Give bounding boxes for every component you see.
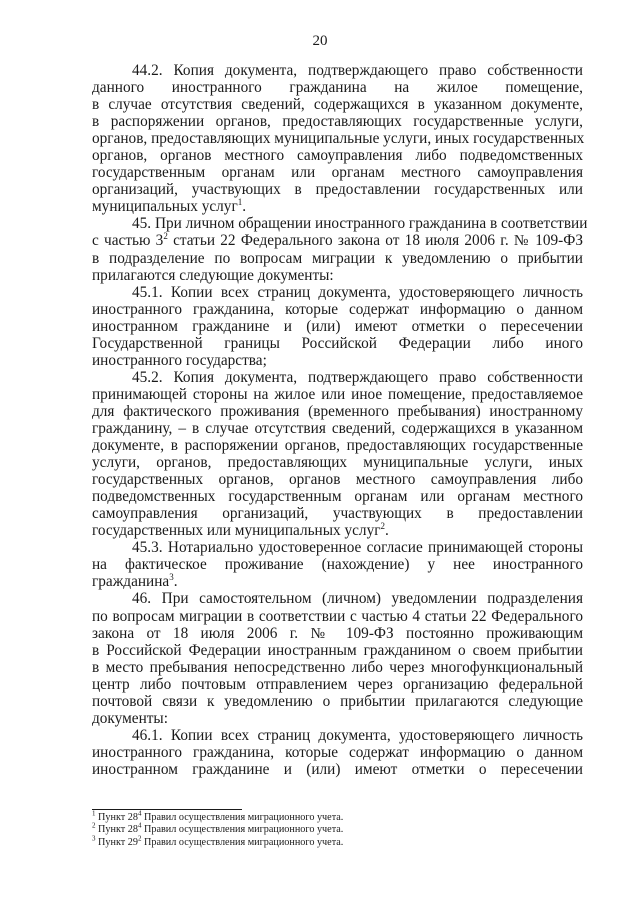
- text-run: 45. При личном обращении иностранного гражданина в соответствии: [132, 215, 588, 233]
- footnote-text: Правил осуществления миграционного учета.: [141, 836, 344, 848]
- text-line: [92, 761, 583, 778]
- text-line: [92, 573, 583, 590]
- paragraph: [92, 215, 588, 284]
- text-line: [92, 744, 583, 761]
- text-line: [92, 488, 583, 505]
- text-run: органов, предоставляющих муниципальные услуги, иных государственных: [92, 130, 585, 148]
- text-line: [92, 642, 583, 659]
- footnote: [92, 824, 512, 836]
- text-run: Государственной границы Российской Федерации либо иного: [92, 334, 583, 352]
- footnote-text: Пункт 29: [95, 836, 138, 848]
- text-line: [92, 659, 583, 676]
- text-run: центр либо почтовым отправлением через организацию федеральной: [92, 675, 583, 693]
- text-line: [92, 79, 583, 96]
- text-run: с частью 3: [92, 232, 164, 250]
- text-line: [92, 625, 583, 642]
- text-line: [92, 232, 583, 249]
- footnote-number: 1: [92, 809, 96, 818]
- superscript: 4: [137, 809, 142, 818]
- paragraph: [92, 369, 583, 539]
- footnotes: [92, 809, 512, 849]
- footnote-ref: 3: [169, 572, 174, 583]
- text-run: почтовой связи к уведомлению о прибытии прилагаются следующие: [92, 692, 583, 710]
- footnote-text: Пункт 28: [95, 812, 138, 823]
- text-run: закона от 18 июля 2006 г. № 109-ФЗ постоянно проживающим: [92, 624, 583, 642]
- text-line: [92, 113, 583, 130]
- text-line: [92, 335, 583, 352]
- text-run: 45.1. Копии всех страниц документа, удостоверяющего личность: [132, 283, 583, 301]
- punctuation: .: [385, 522, 389, 540]
- text-run: иностранного государства;: [92, 351, 267, 369]
- text-run: организаций, участвующих в предоставлении государственных или: [92, 181, 583, 199]
- text-run: в случае отсутствия сведений, содержащихся в указанном документе,: [92, 96, 583, 114]
- page-number: 20: [312, 33, 328, 49]
- text-line: [92, 215, 588, 233]
- text-line: [92, 539, 583, 556]
- text-run: муниципальных услуг: [92, 198, 238, 216]
- text-line: [92, 181, 583, 198]
- paragraph: [92, 590, 583, 726]
- text-run: в подразделение по вопросам миграции к уведомлению о прибытии: [92, 249, 583, 267]
- text-line: [92, 420, 583, 437]
- text-line: [92, 590, 583, 607]
- text-run: в место пребывания непосредственно либо через многофункциональный: [92, 658, 583, 676]
- text-run: для фактического проживания (временного пребывания) иностранному: [92, 402, 583, 420]
- text-line: [92, 676, 583, 693]
- footnote: [92, 809, 512, 824]
- superscript: 2: [163, 231, 168, 242]
- text-run: органов, органов местного самоуправления либо подведомственных: [92, 147, 583, 165]
- text-line: [92, 608, 583, 625]
- text-run: государственным органам или органам местного самоуправления: [92, 164, 583, 182]
- text-line: [92, 267, 583, 284]
- footnote-ref: 2: [380, 521, 385, 532]
- text-run: 45.3. Нотариально удостоверенное согласие принимающей стороны: [132, 539, 583, 557]
- body-text: [92, 62, 588, 778]
- text-run: по вопросам миграции в соответствии с частью 4 статьи 22 Федерального: [92, 607, 583, 625]
- text-run: прилагаются следующие документы:: [92, 266, 334, 284]
- text-line: [92, 522, 583, 539]
- text-line: [92, 96, 583, 113]
- text-line: [92, 318, 583, 335]
- text-line: [92, 198, 583, 215]
- text-line: [92, 369, 583, 386]
- text-run: гражданина: [92, 573, 170, 591]
- text-line: [92, 352, 583, 369]
- text-run: самоуправления организаций, участвующих в предоставлении: [92, 505, 583, 523]
- text-run: государственных органов, органов местного самоуправления либо: [92, 471, 583, 489]
- paragraph: [92, 727, 583, 778]
- footnote-number: 2: [92, 822, 96, 831]
- text-run: услуги, органов, предоставляющих муниципальные услуги, иных: [92, 454, 583, 472]
- paragraph: [92, 284, 583, 369]
- text-line: [92, 62, 583, 79]
- text-run: документы:: [92, 709, 168, 727]
- text-run: в Российской Федерации иностранным гражданином о своем прибытии: [92, 641, 583, 659]
- text-line: [92, 727, 583, 744]
- text-line: [92, 403, 583, 420]
- text-run: документе, в распоряжении органов, предоставляющих государственные: [92, 437, 583, 455]
- text-run: иностранного гражданина, которые содержат информацию о данном: [92, 300, 583, 318]
- text-line: [92, 250, 583, 267]
- text-run: иностранном гражданине и (или) имеют отметки о пересечении: [92, 317, 583, 335]
- text-run: гражданину, – в случае отсутствия сведений, содержащихся в указанном: [92, 419, 583, 437]
- text-line: [92, 505, 583, 522]
- text-run: иностранного гражданина, которые содержат информацию о данном: [92, 743, 583, 761]
- paragraph: [92, 62, 583, 215]
- text-run: на фактическое проживание (нахождение) у нее иностранного: [92, 556, 583, 574]
- punctuation: .: [173, 573, 178, 591]
- text-run: подведомственных государственным органам или органам местного: [92, 488, 583, 506]
- text-run: в распоряжении органов, предоставляющих государственные услуги,: [92, 113, 583, 131]
- text-line: [92, 386, 583, 403]
- text-run: 46.1. Копии всех страниц документа, удостоверяющего личность: [132, 726, 583, 744]
- text-run: 45.2. Копия документа, подтверждающего право собственности: [132, 368, 583, 386]
- text-line: [92, 284, 583, 301]
- text-line: [92, 471, 583, 488]
- footnote-divider: [92, 809, 242, 810]
- text-line: [92, 454, 583, 471]
- text-line: [92, 693, 583, 710]
- footnote: [92, 834, 512, 849]
- text-line: [92, 556, 583, 573]
- footnote-text: Правил осуществления миграционного учета.: [141, 824, 344, 836]
- text-line: [92, 710, 583, 727]
- text-run: 46. При самостоятельном (личном) уведомлении подразделения: [132, 590, 583, 608]
- text-run: государственных или муниципальных услуг: [92, 522, 381, 540]
- text-run: принимающей стороны на жилое или иное помещение, предоставляемое: [92, 385, 583, 403]
- text-line: [92, 301, 583, 318]
- paragraph: [92, 539, 583, 590]
- text-line: [92, 164, 583, 181]
- footnote-text: Правил осуществления миграционного учета.: [141, 812, 344, 823]
- superscript: 4: [137, 822, 142, 831]
- footnote-number: 3: [92, 834, 96, 843]
- text-line: [92, 130, 583, 147]
- footnote-text: Пункт 28: [95, 824, 138, 836]
- text-run: иностранном гражданине и (или) имеют отметки о пересечении: [92, 760, 583, 778]
- punctuation: .: [242, 198, 247, 216]
- text-run: 44.2. Копия документа, подтверждающего право собственности: [132, 62, 583, 79]
- text-line: [92, 147, 583, 164]
- footnote-ref: 1: [237, 197, 243, 208]
- text-line: [92, 437, 583, 454]
- text-run: данного иностранного гражданина на жилое помещение,: [92, 79, 583, 97]
- text-run: статьи 22 Федерального закона от 18 июля 2006 г. № 109-ФЗ: [167, 232, 583, 250]
- superscript: 2: [137, 834, 142, 843]
